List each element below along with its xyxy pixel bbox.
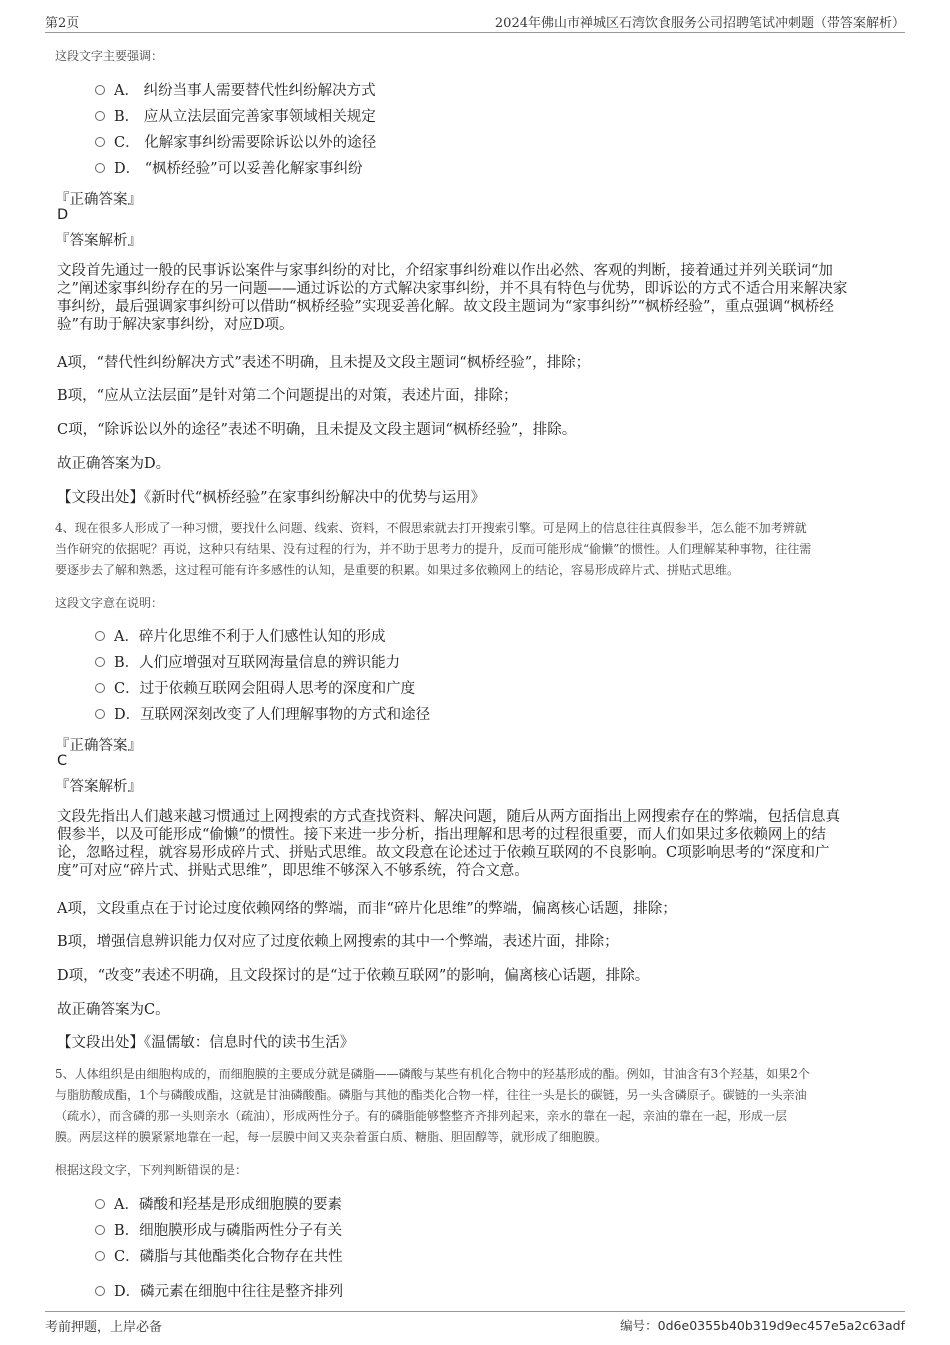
q4-analysis-label: 『答案解析』 bbox=[55, 779, 142, 795]
radio-icon[interactable] bbox=[95, 1199, 105, 1209]
radio-icon[interactable] bbox=[95, 683, 105, 693]
q3-elim-b: B项，“应从立法层面”是针对第二个问题提出的对策，表述片面，排除； bbox=[57, 388, 518, 404]
radio-icon[interactable] bbox=[95, 1225, 105, 1235]
q3-option-a[interactable]: A． 纠纷当事人需要替代性纠纷解决方式 bbox=[95, 80, 376, 102]
q3-prompt: 这段文字主要强调： bbox=[55, 49, 164, 63]
q5-option-a[interactable]: A．磷酸和羟基是形成细胞膜的要素 bbox=[95, 1194, 342, 1216]
q5-option-b[interactable]: B．细胞膜形成与磷脂两性分子有关 bbox=[95, 1220, 342, 1242]
radio-icon[interactable] bbox=[95, 631, 105, 641]
q3-answer-label: 『正确答案』 bbox=[55, 192, 142, 208]
document-title: 2024年佛山市禅城区石湾饮食服务公司招聘笔试冲刺题（带答案解析） bbox=[494, 16, 905, 31]
q3-elim-a: A项，“替代性纠纷解决方式”表述不明确，且未提及文段主题词“枫桥经验”，排除； bbox=[57, 355, 591, 371]
page-footer bbox=[45, 1311, 905, 1338]
q3-elim-c: C项，“除诉讼以外的途径”表述不明确，且未提及文段主题词“枫桥经验”，排除。 bbox=[57, 422, 577, 438]
q4-elim-a: A项，文段重点在于讨论过度依赖网络的弊端，而非“碎片化思维”的弊端，偏离核心话题，排除； bbox=[57, 901, 677, 917]
q3-analysis: 文段首先通过一般的民事诉讼案件与家事纠纷的对比，介绍家事纠纷难以作出必然、客观的判断，接着通过并列关联词“加 之”阐述家事纠纷存在的另一问题——通过诉讼的方式解决家事纠纷，并不具有特色与优势，即诉讼的方式不适合用来解决家 事纠纷，最后强调家事纠纷可以借助“枫桥经验”实现妥善化解。故文段主题词为“家事纠纷”“枫桥经验”，重点强调“枫桥经 验”有助于解决家事纠纷，对应D项。 bbox=[57, 263, 848, 333]
q4-source: 【文段出处】《温儒敏：信息时代的读书生活》 bbox=[57, 1035, 355, 1051]
q4-analysis: 文段先指出人们越来越习惯通过上网搜索的方式查找资料、解决问题，随后从两方面指出上网搜索存在的弊端，包括信息真 假参半，以及可能形成“偷懒”的惯性。接下来进一步分析，指出理解和思考的过程很重要，而人们如果过多依赖网上的结 论，忽略过程，就容易形成碎片式、拼贴式思维。故文段意在论述过于依赖互联网的不良影响。C项影响思考的“深度和广 度”可对应“碎片式、拼贴式思维”，即思维不够深入不够系统，符合文意。 bbox=[57, 809, 840, 879]
q3-source: 【文段出处】《新时代“枫桥经验”在家事纠纷解决中的优势与运用》 bbox=[57, 490, 486, 506]
q4-elim-b: B项，增强信息辨识能力仅对应了过度依赖上网搜索的其中一个弊端，表述片面，排除； bbox=[57, 934, 619, 950]
q4-option-b[interactable]: B．人们应增强对互联网海量信息的辨识能力 bbox=[95, 652, 400, 674]
footer-slogan: 考前押题，上岸必备 bbox=[45, 1320, 163, 1335]
q3-answer: D bbox=[57, 207, 69, 223]
q4-answer: C bbox=[57, 753, 68, 769]
q3-option-d[interactable]: D． “枫桥经验”可以妥善化解家事纠纷 bbox=[95, 158, 363, 180]
q5-stem: 5、人体组织是由细胞构成的，而细胞膜的主要成分就是磷脂——磷酸与某些有机化合物中的羟基形成的酯。例如，甘油含有3个羟基，如果2个 与脂肪酸成酯，1个与磷酸成酯，这就是甘油磷酸酯。磷脂与其他的酯类化合物一样，往往一头是长的碳链，另一头含磷原子。碳链的一头亲油 （疏水），而含磷的那一头则亲水（疏油），形成两性分子。有的磷脂能够整整齐齐排列起来，亲水的靠在一起，亲油的靠在一起，形成一层 膜。两层这样的膜紧紧地靠在一起，每一层膜中间又夹杂着蛋白质、糖脂、胆固醇等，就形成了细胞膜。 bbox=[55, 1067, 810, 1144]
q4-option-c[interactable]: C．过于依赖互联网会阻碍人思考的深度和广度 bbox=[95, 678, 415, 700]
q5-prompt: 根据这段文字，下列判断错误的是： bbox=[55, 1163, 248, 1177]
radio-icon[interactable] bbox=[95, 137, 105, 147]
document-id: 编号：0d6e0355b40b319d9ec457e5a2c63adf bbox=[620, 1318, 905, 1333]
q3-option-c[interactable]: C． 化解家事纠纷需要除诉讼以外的途径 bbox=[95, 132, 376, 154]
q4-option-a[interactable]: A．碎片化思维不利于人们感性认知的形成 bbox=[95, 626, 385, 648]
page-number: 第2页 bbox=[45, 16, 80, 31]
q4-option-d[interactable]: D．互联网深刻改变了人们理解事物的方式和途径 bbox=[95, 704, 430, 726]
q4-answer-label: 『正确答案』 bbox=[55, 738, 142, 754]
q5-option-c[interactable]: C．磷脂与其他酯类化合物存在共性 bbox=[95, 1246, 343, 1268]
q3-option-b[interactable]: B． 应从立法层面完善家事领域相关规定 bbox=[95, 106, 376, 128]
q5-option-d[interactable]: D．磷元素在细胞中往往是整齐排列 bbox=[95, 1281, 343, 1303]
page-header bbox=[45, 8, 905, 33]
radio-icon[interactable] bbox=[95, 85, 105, 95]
q4-conclusion: 故正确答案为C。 bbox=[57, 1002, 170, 1018]
q3-conclusion: 故正确答案为D。 bbox=[57, 456, 171, 472]
radio-icon[interactable] bbox=[95, 709, 105, 719]
radio-icon[interactable] bbox=[95, 163, 105, 173]
radio-icon[interactable] bbox=[95, 111, 105, 121]
radio-icon[interactable] bbox=[95, 657, 105, 667]
radio-icon[interactable] bbox=[95, 1251, 105, 1261]
q4-stem: 4、现在很多人形成了一种习惯，要找什么问题、线索、资料，不假思索就去打开搜索引擎。可是网上的信息往往真假参半，怎么能不加考辨就 当作研究的依据呢？再说，这种只有结果、没有过程的行为，并不助于思考力的提升，反而可能形成“偷懒”的惯性。人们理解某种事物，往往需 要逐步去了解和熟悉，这过程可能有许多感性的认知，是重要的积累。如果过多依赖网上的结论，容易形成碎片式、拼贴式思维。 bbox=[55, 521, 812, 577]
q4-elim-d: D项，“改变”表述不明确，且文段探讨的是“过于依赖互联网”的影响，偏离核心话题，排除。 bbox=[57, 968, 650, 984]
radio-icon[interactable] bbox=[95, 1286, 105, 1296]
q4-prompt: 这段文字意在说明： bbox=[55, 596, 164, 610]
q3-analysis-label: 『答案解析』 bbox=[55, 233, 142, 249]
